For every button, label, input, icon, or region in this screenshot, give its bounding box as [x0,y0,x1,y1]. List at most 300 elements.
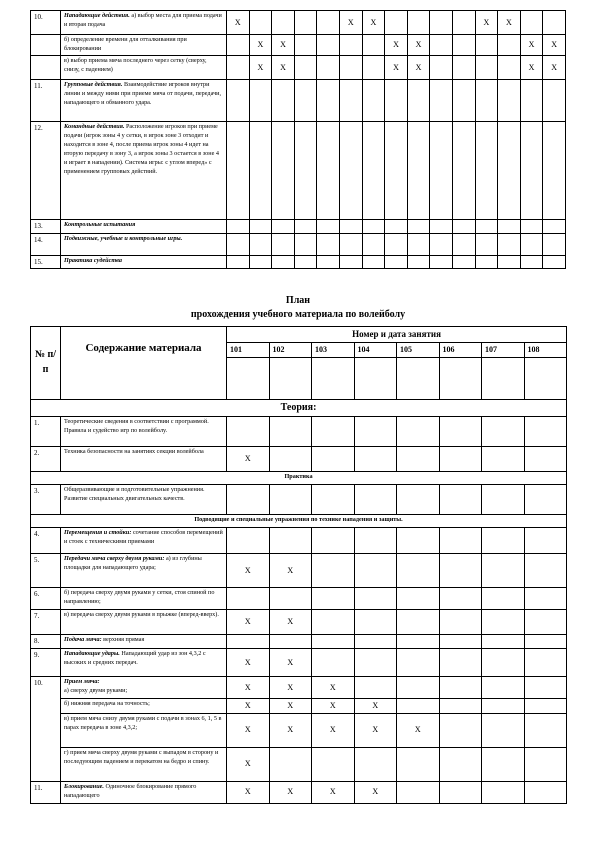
mark-cell [524,781,567,803]
mark-cell [439,417,482,447]
mark-cell [430,233,453,255]
row-number: 11. [31,79,61,121]
row-number: 15. [31,255,61,268]
mark-cell [498,233,521,255]
row-number: 1. [31,417,61,447]
mark-cell [430,255,453,268]
row-number: 6. [31,588,61,610]
mark-cell [339,121,362,219]
mark-cell [439,649,482,677]
mark-cell [524,417,567,447]
top-table [30,10,566,269]
lesson-date-cell [227,357,270,399]
mark-cell [482,781,525,803]
mark-cell [272,79,295,121]
mark-cell [482,485,525,515]
mark-cell: X [397,713,440,747]
mark-cell [294,233,317,255]
mark-cell: X [385,35,408,56]
section-practice [31,472,567,485]
mark-cell: X [269,554,312,588]
mark-cell [482,747,525,781]
mark-cell: X [249,35,272,56]
mark-cell [482,417,525,447]
mark-cell: X [227,554,270,588]
mark-cell [269,635,312,649]
mark-cell [452,255,475,268]
mark-cell [397,417,440,447]
mark-cell [498,121,521,219]
row-content [61,233,227,255]
table-row [31,233,566,255]
mark-cell [317,121,340,219]
mark-cell [354,588,397,610]
mark-cell: X [269,781,312,803]
row-lead: Прием мяча: [64,678,100,686]
mark-cell [430,55,453,79]
mark-cell [407,233,430,255]
row-content [61,588,227,610]
mark-cell [249,255,272,268]
row-lead: Передачи мяча сверху двумя руками: [64,555,166,563]
table-row [31,485,567,515]
mark-cell [227,635,270,649]
mark-cell [439,699,482,714]
mark-cell [524,528,567,554]
mark-cell: X [227,11,250,35]
mark-cell [269,447,312,472]
lesson-date-cell [269,357,312,399]
row-content [61,121,227,219]
row-number: 10. [31,677,61,782]
mark-cell: X [312,781,355,803]
mark-cell [249,121,272,219]
lesson-number: 107 [482,343,525,358]
section-practice-label: Практика [31,472,567,485]
mark-cell [227,485,270,515]
mark-cell: X [227,677,270,699]
mark-cell [339,55,362,79]
section-prep [31,515,567,528]
row-lead: Практика судейства [64,256,122,264]
mark-cell: X [269,699,312,714]
mark-cell [407,11,430,35]
mark-cell [498,35,521,56]
mark-cell [294,35,317,56]
mark-cell [439,447,482,472]
table-row [31,447,567,472]
row-content [61,528,227,554]
plan-table-body [31,327,567,804]
mark-cell [520,79,543,121]
mark-cell [312,528,355,554]
mark-cell [482,610,525,635]
mark-cell [317,255,340,268]
table-row [31,11,566,35]
row-lead: Групповые действия. [64,80,123,88]
row-text: б) нижняя передача на точность; [64,700,150,708]
mark-cell [312,649,355,677]
mark-cell [475,255,498,268]
mark-cell [524,649,567,677]
mark-cell [312,447,355,472]
mark-cell [339,219,362,233]
mark-cell: X [227,747,270,781]
mark-cell [227,55,250,79]
mark-cell [317,219,340,233]
plan-subtitle: прохождения учебного материала по волейболу [190,309,406,320]
lesson-number: 101 [227,343,270,358]
mark-cell: X [312,677,355,699]
mark-cell: X [543,35,566,56]
mark-cell [439,485,482,515]
section-prep-label: Подводящие и специальные упражнения по технике нападения и защиты. [31,515,567,528]
mark-cell [430,79,453,121]
mark-cell [430,35,453,56]
mark-cell [482,447,525,472]
table-row [31,255,566,268]
mark-cell [524,713,567,747]
mark-cell [397,781,440,803]
mark-cell [312,588,355,610]
plan-title: План [285,295,311,306]
mark-cell [397,588,440,610]
mark-cell [543,121,566,219]
mark-cell: X [498,11,521,35]
mark-cell: X [520,35,543,56]
table-row [31,610,567,635]
table-row [31,554,567,588]
table-row [31,635,567,649]
row-text: Нападающий удар из зон 4,3,2 с высоких и средних передач. [64,650,206,667]
row-content [61,255,227,268]
mark-cell [269,417,312,447]
mark-cell [452,11,475,35]
row-text: а) из глубины площадки для нападающего удара; [64,555,202,572]
mark-cell [269,747,312,781]
row-content [61,635,227,649]
top-table-body [31,11,566,269]
row-content [61,713,227,747]
row-number: 12. [31,121,61,219]
mark-cell [482,635,525,649]
mark-cell [430,121,453,219]
mark-cell [227,528,270,554]
mark-cell: X [543,55,566,79]
row-text: г) прием мяча сверху двумя руками с выпадом в сторону и последующим падением и перекатом на бедро и спину. [64,748,219,765]
mark-cell [524,610,567,635]
mark-cell [524,635,567,649]
mark-cell [498,255,521,268]
mark-cell [294,79,317,121]
mark-cell: X [272,55,295,79]
table-row [31,713,567,747]
mark-cell [482,677,525,699]
row-lead: Подвижные, учебные и контрольные игры. [64,234,183,242]
row-number: 11. [31,781,61,803]
row-number: 3. [31,485,61,515]
mark-cell [385,79,408,121]
mark-cell [482,528,525,554]
table-row [31,79,566,121]
mark-cell [407,121,430,219]
mark-cell [397,528,440,554]
lesson-date-cell [354,357,397,399]
lesson-number: 105 [397,343,440,358]
mark-cell: X [227,713,270,747]
mark-cell [543,255,566,268]
mark-cell [362,219,385,233]
mark-cell [407,219,430,233]
row-text: верхняя прямая [103,636,145,644]
mark-cell [249,233,272,255]
col-content-header: Содержание материала [61,327,227,400]
mark-cell [272,255,295,268]
lesson-number: 108 [524,343,567,358]
row-content [61,781,227,803]
row-number: 10. [31,11,61,35]
mark-cell [524,747,567,781]
mark-cell [362,121,385,219]
mark-cell [312,610,355,635]
mark-cell [524,699,567,714]
row-lead: Нападающие удары. [64,650,122,658]
mark-cell [482,554,525,588]
row-number: 9. [31,649,61,677]
row-lead: Блокирование. [64,782,106,790]
mark-cell [354,610,397,635]
mark-cell [524,447,567,472]
mark-cell [362,55,385,79]
mark-cell [430,11,453,35]
mark-cell [498,55,521,79]
row-content [61,649,227,677]
mark-cell [362,255,385,268]
row-content [61,747,227,781]
mark-cell [312,485,355,515]
mark-cell: X [339,11,362,35]
mark-cell [385,233,408,255]
mark-cell [543,233,566,255]
row-number [31,35,61,56]
mark-cell [227,219,250,233]
mark-cell: X [269,713,312,747]
mark-cell: X [354,713,397,747]
lesson-number: 104 [354,343,397,358]
row-lead: Перемещения и стойки: [64,529,133,537]
row-lead: Командные действия. [64,122,125,130]
mark-cell [397,447,440,472]
row-content [61,485,227,515]
mark-cell [227,417,270,447]
table-row [31,747,567,781]
mark-cell [397,610,440,635]
row-text: б) передача сверху двумя руками у сетки, стоя спиной по направлению; [64,589,215,606]
row-number: 7. [31,610,61,635]
mark-cell [482,649,525,677]
mark-cell [439,554,482,588]
row-lead: Подача мяча: [64,636,104,644]
mark-cell [354,747,397,781]
mark-cell [272,11,295,35]
mark-cell [339,255,362,268]
mark-cell [543,11,566,35]
mark-cell [227,588,270,610]
mark-cell [452,35,475,56]
mark-cell: X [269,677,312,699]
mark-cell [520,219,543,233]
row-lead: Контрольные испытания [64,220,136,228]
mark-cell [385,219,408,233]
mark-cell: X [475,11,498,35]
mark-cell [354,677,397,699]
mark-cell [498,79,521,121]
mark-cell: X [520,55,543,79]
table-row [31,55,566,79]
mark-cell [439,588,482,610]
row-text: Техника безопасности на занятиях секции волейбола [64,448,204,456]
mark-cell: X [269,610,312,635]
lesson-date-cell [397,357,440,399]
mark-cell [249,79,272,121]
mark-cell [294,11,317,35]
row-lead: Нападающие действия. [64,12,130,19]
mark-cell [397,485,440,515]
lesson-number: 102 [269,343,312,358]
mark-cell [362,233,385,255]
mark-cell: X [227,447,270,472]
mark-cell [249,11,272,35]
table-row [31,121,566,219]
mark-cell [475,35,498,56]
lesson-number: 103 [312,343,355,358]
mark-cell [312,747,355,781]
row-text: Взаимодействие игроков внутри линии и между ними при приеме мяча от подачи, передачи, нападающего и обманного удара. [64,80,222,106]
mark-cell [354,417,397,447]
mark-cell [482,713,525,747]
mark-cell [397,699,440,714]
row-content: в) выбор приема мяча последнего через сетку (сверху, снизу, с падением) [61,55,227,79]
mark-cell: X [227,781,270,803]
mark-cell [543,79,566,121]
lesson-date-cell [439,357,482,399]
mark-cell [354,528,397,554]
row-content [61,699,227,714]
col-number-header: № п/ п [31,327,61,400]
row-content [61,610,227,635]
table-row [31,219,566,233]
mark-cell: X [362,11,385,35]
mark-cell [439,747,482,781]
mark-cell [475,55,498,79]
lesson-number: 106 [439,343,482,358]
row-content [61,219,227,233]
mark-cell [452,219,475,233]
mark-cell [317,55,340,79]
mark-cell [227,35,250,56]
mark-cell [524,554,567,588]
mark-cell [475,233,498,255]
lesson-date-cell [524,357,567,399]
row-number: 2. [31,447,61,472]
lesson-date-cell [482,357,525,399]
mark-cell [397,649,440,677]
mark-cell [520,255,543,268]
mark-cell [397,677,440,699]
row-content [61,554,227,588]
mark-cell [439,610,482,635]
mark-cell [397,747,440,781]
mark-cell [312,554,355,588]
row-number: 5. [31,554,61,588]
mark-cell [524,677,567,699]
mark-cell [543,219,566,233]
mark-cell [354,554,397,588]
mark-cell [249,219,272,233]
table-row [31,417,567,447]
mark-cell: X [407,35,430,56]
mark-cell: X [407,55,430,79]
row-number [31,55,61,79]
section-theory [31,399,567,417]
plan-table [30,326,567,804]
mark-cell: X [249,55,272,79]
mark-cell [439,781,482,803]
mark-cell [475,219,498,233]
mark-cell [354,447,397,472]
row-number: 8. [31,635,61,649]
mark-cell [272,219,295,233]
row-text: Теоретические сведения в соответствии с программой. Правила и судейство игр по волейболу. [64,418,209,435]
table-row [31,35,566,56]
mark-cell [475,121,498,219]
mark-cell [227,121,250,219]
table-row [31,528,567,554]
mark-cell: X [354,699,397,714]
row-text: Расположение игроков при приеме подачи (игрок зоны 4 у сетки, в игрок зоне 3 отходит и находится в зоне 4, после приема игрок зоны 4 идет на вторую передачу в зону 3, а игрок зоны 3 остается в зоне 4 и играет в нападении). Система игры: с углом вперед» с применением групповых действий. [64,122,219,175]
section-theory-label: Теория: [31,399,567,417]
mark-cell: X [227,649,270,677]
mark-cell [482,699,525,714]
mark-cell [397,554,440,588]
mark-cell [354,635,397,649]
lesson-date-cell [312,357,355,399]
row-content [61,79,227,121]
mark-cell [354,485,397,515]
mark-cell [269,485,312,515]
table-row [31,677,567,699]
mark-cell [524,588,567,610]
mark-cell [227,255,250,268]
mark-cell [294,255,317,268]
mark-cell [269,528,312,554]
mark-cell [520,121,543,219]
row-text: а) сверху двумя руками; [64,687,128,695]
table-row [31,781,567,803]
row-content [61,677,227,699]
mark-cell: X [312,713,355,747]
mark-cell [452,55,475,79]
mark-cell [272,121,295,219]
mark-cell [294,219,317,233]
mark-cell [520,11,543,35]
mark-cell [317,233,340,255]
row-content [61,447,227,472]
mark-cell [452,79,475,121]
mark-cell [339,79,362,121]
col-dates-header: Номер и дата занятия [227,327,567,343]
mark-cell [407,79,430,121]
